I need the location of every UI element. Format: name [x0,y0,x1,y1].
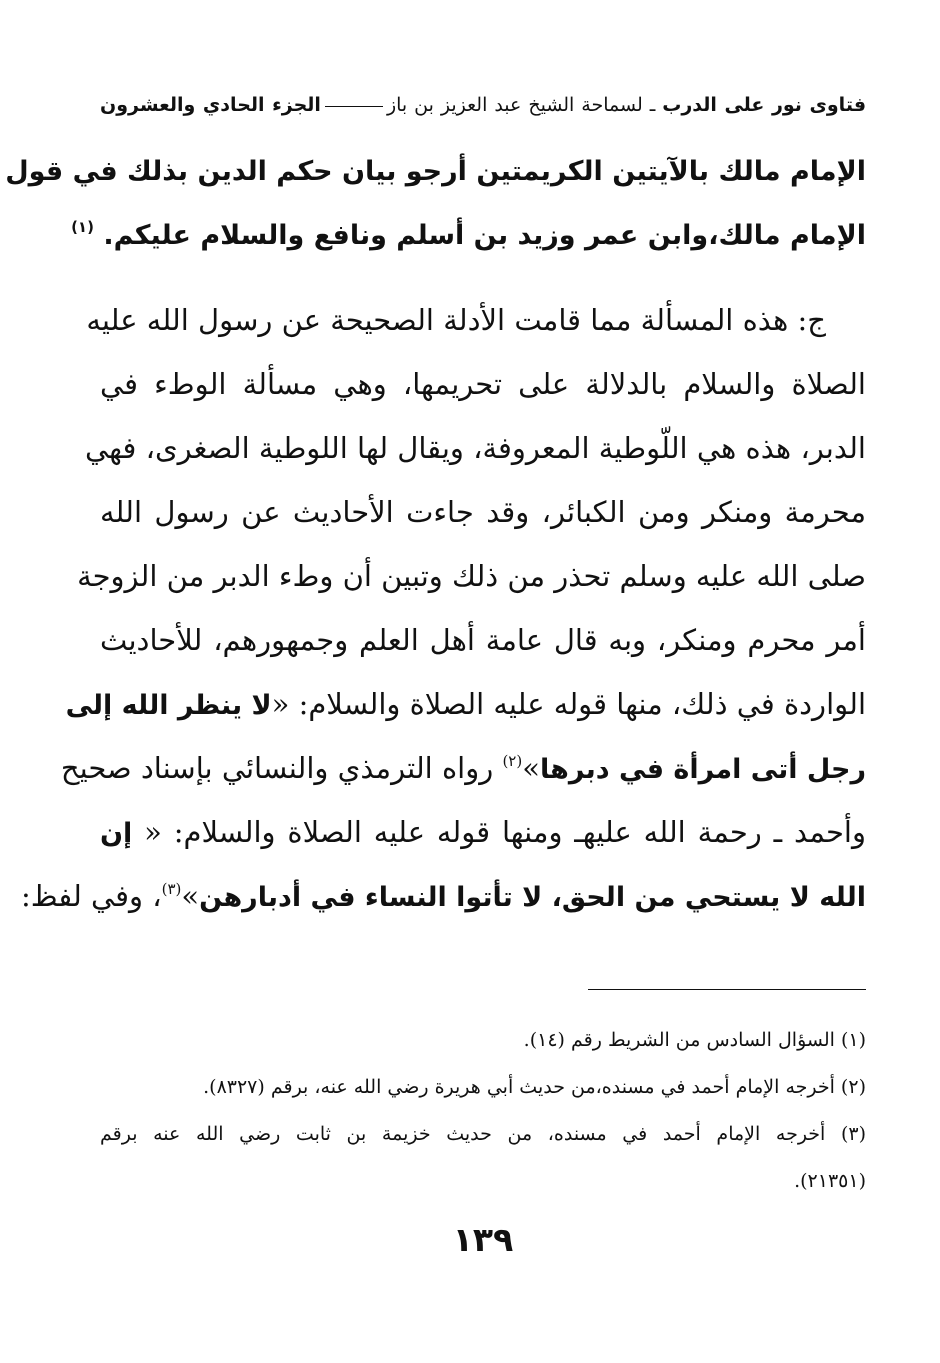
answer-line [100,800,866,864]
answer-line: الصلاة والسلام بالدلالة على تحريمها، وهي مسألة الوطء في [100,367,866,401]
answer-line [60,736,866,800]
paragraph-gap [100,268,866,288]
answer-line: الدبر، هذه هي اللّوطية المعروفة، ويقال لها اللوطية الصغرى، فهي [84,431,866,465]
answer-text: وأحمد ـ رحمة الله عليهـ ومنها قوله عليه الصلاة والسلام: « [132,815,866,849]
answer-text: الواردة في ذلك، منها قوله عليه الصلاة والسلام: « [271,687,866,721]
quote-close: » [181,879,200,913]
answer-line [86,288,866,352]
answer-line: أمر محرم ومنكر، وبه قال عامة أهل العلم وجمهورهم، للأحاديث [100,623,866,657]
answer-text: ، وفي لفظ: [20,879,162,913]
answer-line [65,672,866,736]
book-page [5,92,867,1259]
answer-line [20,864,866,928]
footnote-2: (٢) أخرجه الإمام أحمد في مسنده،من حديث أبي هريرة رضي الله عنه، برقم (٨٣٢٧). [203,1076,866,1098]
header-dash: ـ [649,94,656,116]
footnote-separator [588,989,866,990]
footnote-ref-2: (٢) [502,752,523,770]
quote-close: » [522,751,540,785]
footnote-ref-1: (١) [71,218,94,236]
main-text [5,140,866,928]
question-line [71,204,866,268]
footnote-1: (١) السؤال السادس من الشريط رقم (١٤). [523,1029,866,1051]
hadith-text: رجل أتى امرأة في دبرها [539,754,866,785]
header-author: لسماحة الشيخ عبد العزيز بن باز [386,94,643,116]
answer-line: محرمة ومنكر ومن الكبائر، وقد جاءت الأحاديث عن رسول الله [100,495,866,529]
header-volume: الجزء الحادي والعشرون [100,94,321,116]
hadith-text: إن [100,818,133,849]
question-text: الإمام مالك،وابن عمر وزيد بن أسلم ونافع والسلام عليكم. [103,220,866,251]
hadith-text: الله لا يستحي من الحق، لا تأتوا النساء في أدبارهن [199,882,866,913]
answer-line: صلى الله عليه وسلم تحذر من ذلك وتبين أن وطء الدبر من الزوجة [77,559,866,593]
answer-text: رواه الترمذي والنسائي بإسناد صحيح [60,751,503,785]
running-header [100,92,866,118]
footnote-3-continued: (٢١٣٥١). [794,1170,866,1192]
hadith-text: لا ينظر الله إلى [65,690,272,721]
question-line: الإمام مالك بالآيتين الكريمتين أرجو بيان حكم الدين بذلك في قول [5,156,866,187]
page-number: ١٣٩ [452,1220,514,1259]
answer-text: ج: هذه المسألة مما قامت الأدلة الصحيحة عن رسول الله عليه [86,303,826,337]
footnote-ref-3: (٣) [161,880,182,898]
footnote-3: (٣) أخرجه الإمام أحمد في مسنده، من حديث خزيمة بن ثابت رضي الله عنه برقم [100,1123,866,1145]
footnotes [100,1017,866,1205]
header-separator-line [325,106,383,107]
header-book-title: فتاوى نور على الدرب [662,94,867,116]
